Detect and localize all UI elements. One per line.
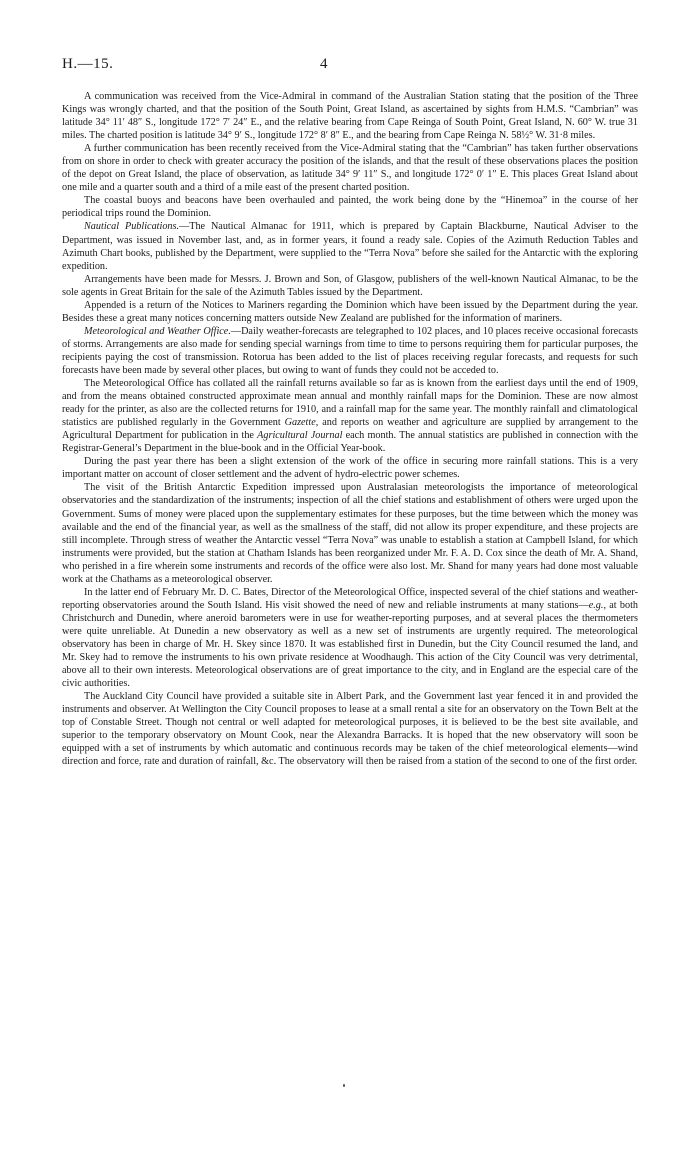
paragraph-12: The Auckland City Council have provided a suitable site in Albert Park, and the Government last year fenced it in and provided the instruments and observer. At Wellington the City Council proposes to lease at a small rental a site for an observatory on the Town Belt at the top of Constable Street. Though not central or well adapted for meteorological purposes, it is believed to be the best site available, and superior to the temporary observatory on Mount Cook, near the Alexandra Barracks. It is hoped that the new observatory will soon be equipped with a set of instruments by which automatic and continuous records may be taken of the chief meteorological elements—wind direction and force, rate and duration of rainfall, &c. The observatory will then be raised from a station of the second to one of the first order.: [62, 691, 638, 768]
paragraph-6: Appended is a return of the Notices to Mariners regarding the Dominion which have been issued by the Department during the year. Besides these a great many notices concerning matters outside New Zealand are published for the information of mariners.: [62, 299, 638, 324]
page-header: [62, 56, 638, 76]
paragraph-9: During the past year there has been a slight extension of the work of the office in securing more rainfall stations. This is a very important matter on account of closer settlement and the advent of hydro-electric power schemes.: [62, 456, 638, 481]
paragraph-8: The Meteorological Office has collated all the rainfall returns available so far as is known from the earliest days until the end of 1909, and from the means obtained constructed approximate mean annual and monthly rainfall maps for the Dominion. These are now almost ready for the printer, as also are the collected returns for 1910, and a rainfall map for the same year. The monthly rainfall and climatological statistics are published regularly in the Government Gazette, and reports on weather and agriculture are supplied by arrangement to the Agricultural Department for publication in the Agricultural Journal each month. The annual statistics are published in connection with the Registrar-General’s Department in the blue-book and in the Official Year-book.: [62, 378, 638, 455]
paragraph-7: Meteorological and Weather Office.—Daily weather-forecasts are telegraphed to 102 places, and 10 places receive occasional forecasts of storms. Arrangements are also made for sending special warnings from time to time to persons requiring them for particular purposes, the recipients paying the cost of transmission. Rotorua has been added to the list of places receiving regular forecasts, and requests for such forecasts have been made by several other places, but owing to want of funds they could not be acceded to.: [62, 325, 638, 376]
report-reference: H.—15.: [62, 56, 114, 72]
paragraph-10: The visit of the British Antarctic Expedition impressed upon Australasian meteorologists the importance of meteorological observatories and the standardization of the instruments; inspection of all the chief stations and establishment of others were urged upon the Government. Sums of money were placed upon the supplementary estimates for these purposes, but the time between which the money was available and the end of the financial year, as well as the smallness of the staff, did not allow its proper expenditure, and these projects are still incomplete. Through stress of weather the Antarctic vessel “Terra Nova” was unable to establish a station at Campbell Island, for which instruments were provided, but the station at Chatham Islands has been reorganized under Mr. F. A. D. Cox since the death of Mr. A. Shand, who perished in a fire wherein some instruments and records of the office were also lost. Mr. Shand for many years had done most valuable work at the Chathams as a meteorological observer.: [62, 482, 638, 585]
paragraph-5: Arrangements have been made for Messrs. J. Brown and Son, of Glasgow, publishers of the well-known Nautical Almanac, to be the sole agents in Great Britain for the sale of the Azimuth Tables issued by the Department.: [62, 273, 638, 298]
report-body: [62, 90, 638, 768]
print-speck: [343, 1084, 345, 1087]
paragraph-4: Nautical Publications.—The Nautical Almanac for 1911, which is prepared by Captain Blackburne, Nautical Adviser to the Department, was issued in November last, and, as in former years, it found a ready sale. Copies of the Azimuth Reduction Tables and Azimuth Chart books, published by the Department, were supplied to the “Terra Nova” before she sailed for the Antarctic with the exploring expedition.: [62, 221, 638, 272]
page-number: 4: [320, 56, 328, 72]
paragraph-2: A further communication has been recently received from the Vice-Admiral stating that the “Cambrian” has taken further observations from on shore in order to check with greater accuracy the position of the islands, and that the result of these observations places the position of the depot on Great Island, the place of observation, as latitude 34° 9′ 11″ S., and longitude 172° 0′ 1″ E. This places Great Island about one mile and a quarter south and a third of a mile east of the present charted position.: [62, 143, 638, 194]
paragraph-11: In the latter end of February Mr. D. C. Bates, Director of the Meteorological Office, inspected several of the chief stations and weather-reporting observatories around the South Island. His visit showed the need of new and reliable instruments at many stations—e.g., at both Christchurch and Dunedin, where aneroid barometers were in use for weather-reporting purposes, and at several places the thermometers were quite unreliable. At Dunedin a new observatory as well as a new set of instruments are urgently required. The meteorological observatory has been in charge of Mr. H. Skey since 1870. It was established first in Dunedin, but the City Council resumed the land, and Mr. Skey had to remove the instruments to his own private residence at Woodhaugh. This action of the City Council was very detrimental, above all to their own interests. Meteorological observations are of great importance to the city, and in England are the especial care of the civic authorities.: [62, 586, 639, 690]
paragraph-3: The coastal buoys and beacons have been overhauled and painted, the work being done by the “Hinemoa” in the course of her periodical trips round the Dominion.: [62, 195, 638, 220]
paragraph-1: A communication was received from the Vice-Admiral in command of the Australian Station stating that the position of the Three Kings was wrongly charted, and that the position of the South Point, Great Island, as ascertained by sights from H.M.S. “Cambrian” was latitude 34° 11′ 48″ S., longitude 172° 7′ 24″ E., and the relative bearing from Cape Reinga of South Point, Great Island, N. 60° W. true 31 miles. The charted position is latitude 34° 9′ S., longitude 172° 8′ 8″ E., and the bearing from Cape Reinga N. 58½° W. 31·8 miles.: [62, 91, 638, 142]
